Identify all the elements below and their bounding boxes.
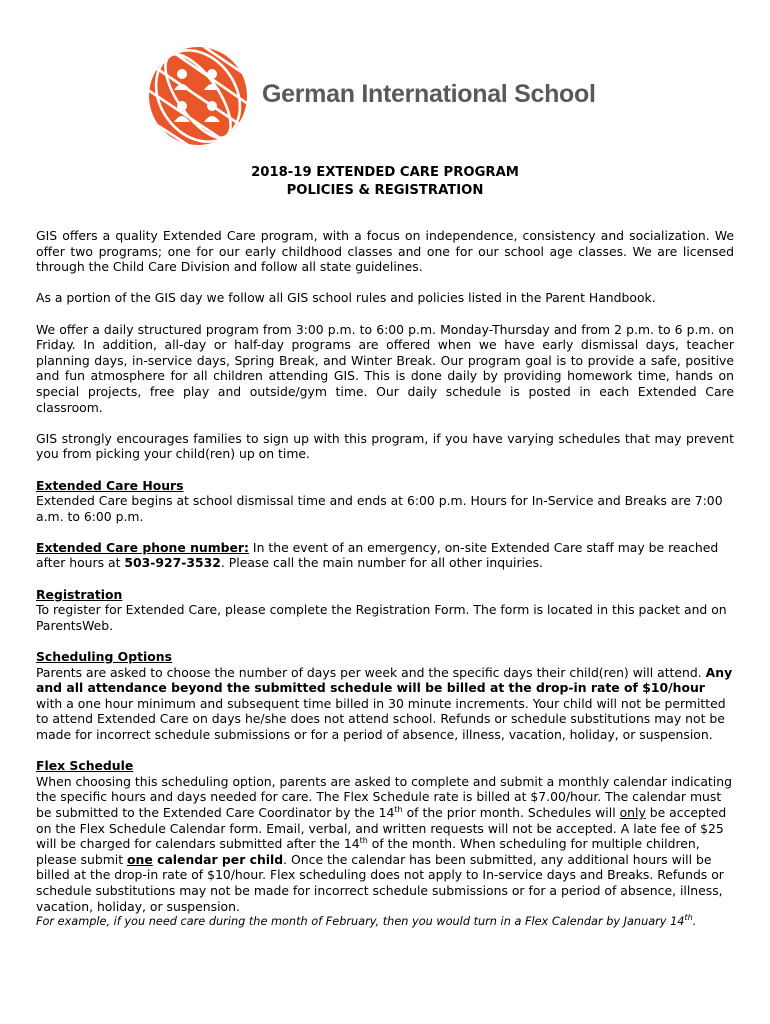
phone-section (36, 540, 734, 571)
hours-heading: Extended Care Hours (36, 477, 184, 493)
scheduling-text-2: with a one hour minimum and subsequent time billed in 30 minute increments. Your child will not be permitted to attend Extended Care on days he/she does not attend school. Refunds or schedule substitutions may not be made for incorrect schedule submissions or for a period of absence, illness, vacation, holiday, or suspension. (36, 695, 726, 742)
flex-text-5: . Once the calendar has been submitted, any additional hours will be billed at the drop-in rate of $10/hour. Flex scheduling does not apply to In-service days and Breaks. Refunds or schedule substitutions may not be made for incorrect schedule submissions or for a period of absence, illness, vacation, holiday, or suspension. (36, 851, 724, 914)
scheduling-bold-rule: Any and all attendance beyond the submitted schedule will be billed at the drop-in rate of $10/hour (36, 664, 733, 696)
school-logo (146, 44, 250, 148)
flex-example (36, 914, 734, 930)
phone-text-before: In the event of an emergency, on-site Extended Care staff may be reached after hours at (36, 539, 719, 571)
flex-calendar-per-child: calendar per child (152, 851, 284, 867)
flex-text (36, 774, 734, 914)
intro-paragraph-4: GIS strongly encourages families to sign up with this program, if you have varying schedules that may prevent you from picking your child(ren) up on time. (36, 430, 734, 462)
flex-text-3: be accepted on the Flex Schedule Calendar form. Email, verbal, and written requests will not be accepted. A late fee of $25 will be charged for calendars submitted after the 14 (36, 804, 727, 852)
phone-heading: Extended Care phone number: (36, 539, 249, 555)
flex-text-4: of the month. When scheduling for multiple children, please submit (36, 836, 700, 867)
hours-text: Extended Care begins at school dismissal time and ends at 6:00 p.m. Hours for In-Service and Breaks are 7:00 a.m. to 6:00 p.m. (36, 493, 723, 524)
scheduling-text-1: Parents are asked to choose the number of days per week and the specific days their child(ren) will attend. (36, 664, 702, 680)
registration-text: To register for Extended Care, please complete the Registration Form. The form is located in this packet and on ParentsWeb. (36, 602, 727, 633)
intro-paragraph-3: We offer a daily structured program from 3:00 p.m. to 6:00 p.m. Monday-Thursday and from 2 p.m. to 6 p.m. on Friday. In addition, all-day or half-day programs are offered when we have early dismissal days, teacher planning days, in-service days, Spring Break, and Winter Break. Our program goal is to provide a safe, positive and fun atmosphere for all children attending GIS. This is done daily by providing homework time, hands on special projects, free play and outside/gym time. Our daily schedule is posted in each Extended Care classroom. (36, 321, 734, 415)
flex-example-text: For example, if you need care during the month of February, then you would turn in a Flex Calendar by January 14 (36, 915, 685, 929)
flex-one: one (127, 851, 153, 867)
phone-number: 503-927-3532 (124, 555, 221, 571)
flex-text-1: When choosing this scheduling option, parents are asked to complete and submit a monthly calendar indicating the specific hours and days needed for care. The Flex Schedule rate is billed at $7.00/hour. The calendar must be submitted to the Extended Care Coordinator by the 14 (36, 773, 732, 820)
registration-heading: Registration (36, 586, 123, 602)
flex-sup-2: th (359, 836, 368, 846)
page-header (146, 44, 636, 148)
document-title (0, 164, 770, 200)
document-body (36, 228, 734, 930)
title-line-1: 2018-19 EXTENDED CARE PROGRAM (251, 165, 519, 180)
flex-text-2: of the prior month. Schedules will (402, 804, 620, 820)
flex-example-end: . (692, 915, 697, 929)
flex-example-sup: th (684, 913, 693, 923)
intro-paragraph-1: GIS offers a quality Extended Care program, with a focus on independence, consistency and socialization. We offer two programs; one for our early childhood classes and one for our school age classes. We are licensed through the Child Care Division and follow all state guidelines. (36, 228, 734, 275)
phone-text-after: . Please call the main number for all other inquiries. (220, 555, 543, 571)
intro-paragraph-2: As a portion of the GIS day we follow all GIS school rules and policies listed in the Parent Handbook. (36, 290, 656, 306)
school-name: German International School (262, 80, 596, 108)
flex-only: only (619, 804, 646, 820)
scheduling-heading: Scheduling Options (36, 649, 172, 665)
scheduling-text (36, 665, 734, 743)
title-line-2: POLICIES & REGISTRATION (286, 183, 484, 198)
flex-heading: Flex Schedule (36, 758, 134, 774)
flex-sup-1: th (394, 804, 403, 814)
